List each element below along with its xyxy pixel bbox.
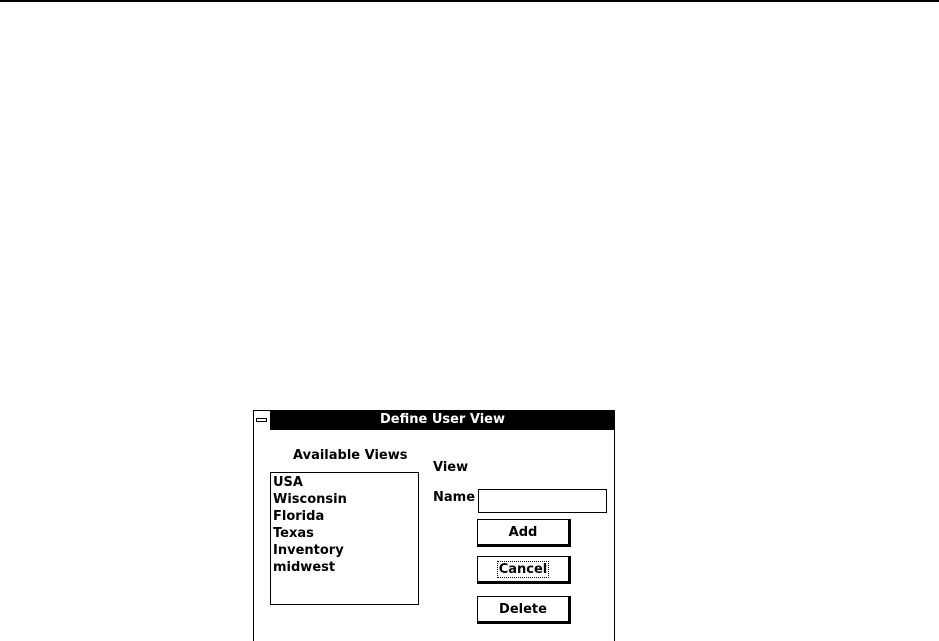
available-views-list[interactable] — [270, 472, 419, 605]
system-menu-icon — [256, 418, 267, 422]
add-button[interactable] — [477, 519, 571, 547]
name-label: Name — [433, 490, 476, 505]
delete-button[interactable] — [477, 596, 571, 624]
title-bar — [254, 411, 614, 430]
list-item[interactable]: Florida — [273, 509, 325, 524]
list-item[interactable]: Inventory — [273, 543, 344, 558]
cancel-button-label: Cancel — [498, 561, 548, 577]
list-item[interactable]: Texas — [273, 526, 314, 541]
list-item[interactable]: Wisconsin — [273, 492, 347, 507]
cancel-button[interactable] — [477, 556, 571, 584]
available-views-label: Available Views — [293, 448, 408, 463]
delete-button-label: Delete — [499, 601, 547, 617]
add-button-label: Add — [508, 524, 538, 540]
dialog-title: Define User View — [379, 412, 505, 427]
define-user-view-dialog — [253, 410, 615, 641]
view-name-input[interactable] — [478, 489, 607, 513]
top-rule — [0, 0, 939, 2]
list-item[interactable]: USA — [273, 475, 303, 490]
system-menu-button[interactable] — [254, 411, 271, 430]
list-item[interactable]: midwest — [273, 560, 336, 575]
view-label: View — [433, 460, 469, 475]
